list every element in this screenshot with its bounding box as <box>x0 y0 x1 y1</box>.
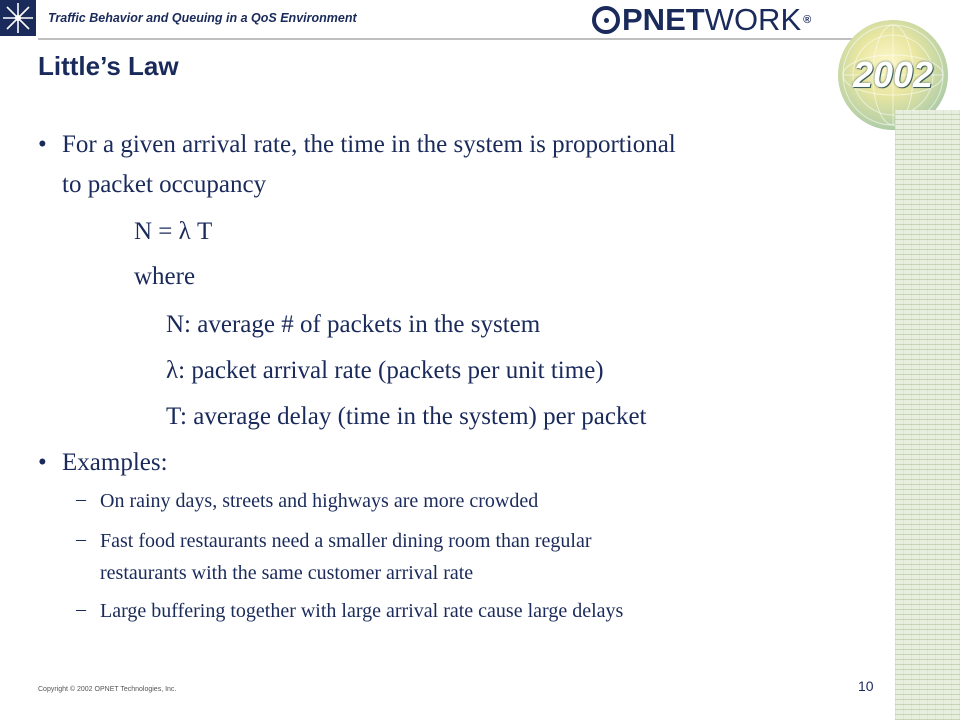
logo-registered-mark: ® <box>803 14 812 26</box>
bullet-1-line-2: to packet occupancy <box>62 171 267 198</box>
logo-prefix: PNET <box>622 2 705 37</box>
bullet-marker: • <box>38 449 47 476</box>
definition-t: T: average delay (time in the system) per packet <box>166 403 647 430</box>
logo-suffix: WORK <box>704 2 802 37</box>
dash-marker: – <box>76 488 86 510</box>
where-label: where <box>134 263 196 290</box>
example-3: Large buffering together with large arrival rate cause large delays <box>100 600 624 622</box>
dash-marker: – <box>76 598 86 620</box>
star-logo-icon <box>0 0 36 36</box>
definition-lambda: λ: packet arrival rate (packets per unit time) <box>166 357 604 384</box>
example-1: On rainy days, streets and highways are more crowded <box>100 490 539 512</box>
definition-n: N: average # of packets in the system <box>166 311 541 338</box>
copyright-notice: Copyright © 2002 OPNET Technologies, Inc. <box>38 686 177 693</box>
formula: N = λ T <box>134 218 213 245</box>
example-2-line-2: restaurants with the same customer arrival rate <box>100 562 474 584</box>
header-divider <box>38 38 898 40</box>
bullet-marker: • <box>38 131 47 158</box>
badge-year: 2002 <box>852 54 934 95</box>
slide-title: Little’s Law <box>38 51 179 81</box>
example-2-line-1: Fast food restaurants need a smaller dining room than regular <box>100 530 592 552</box>
presentation-subtitle: Traffic Behavior and Queuing in a QoS Environment <box>48 11 357 25</box>
bullet-1-line-1: For a given arrival rate, the time in the system is proportional <box>62 131 676 158</box>
logo-o-icon <box>592 6 620 34</box>
dash-marker: – <box>76 528 86 550</box>
decorative-grid-strip <box>895 110 960 720</box>
bullet-2-examples: Examples: <box>62 449 168 476</box>
opnetwork-logo <box>592 2 811 38</box>
page-number: 10 <box>858 678 874 694</box>
